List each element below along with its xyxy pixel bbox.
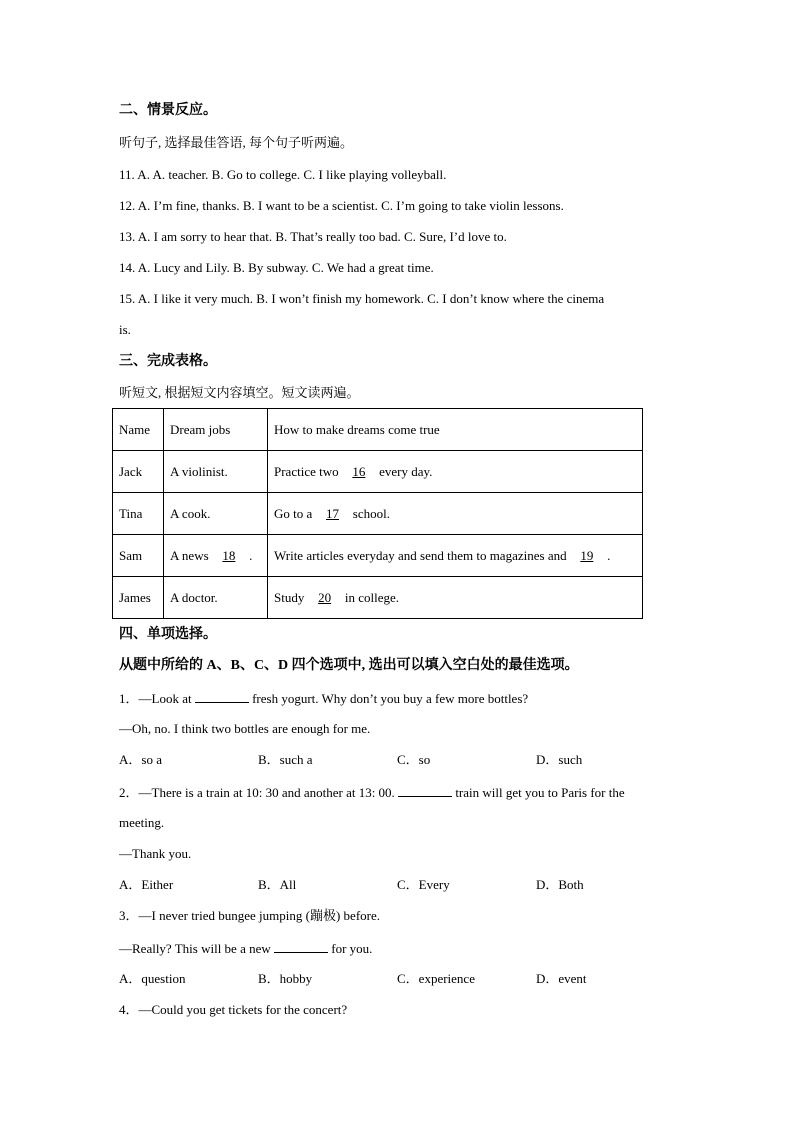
how-text-post: school. bbox=[352, 505, 390, 521]
mc-question-4: 4．—Could you get tickets for the concert? bbox=[119, 1002, 348, 1017]
option-d: D．Both bbox=[536, 877, 584, 892]
option-c: C．experience bbox=[397, 971, 475, 986]
cell-name: James bbox=[113, 577, 164, 619]
job-text: A doctor. bbox=[170, 589, 218, 605]
cell-name: Sam bbox=[113, 535, 164, 577]
cell-job bbox=[164, 577, 268, 619]
answer-blank bbox=[274, 940, 328, 953]
how-text: Practice two bbox=[274, 463, 339, 479]
how-text: Go to a bbox=[274, 505, 313, 521]
question-15: 15. A. I like it very much. B. I won’t finish my homework. C. I don’t know where the cinema bbox=[119, 291, 605, 306]
dream-jobs-table bbox=[112, 408, 643, 619]
option-b: B．hobby bbox=[258, 971, 313, 986]
cell-name: Tina bbox=[113, 493, 164, 535]
how-text-post: in college. bbox=[344, 589, 399, 605]
how-text: Study bbox=[274, 589, 305, 605]
option-c: C．Every bbox=[397, 877, 450, 892]
job-text: A cook. bbox=[170, 505, 211, 521]
option-d: D．such bbox=[536, 752, 583, 767]
option-c: C．so bbox=[397, 752, 431, 767]
header-dream-jobs: Dream jobs bbox=[164, 409, 268, 451]
header-how: How to make dreams come true bbox=[268, 409, 643, 451]
q2-text: 2．—There is a train at 10: 30 and another at 13: 00. bbox=[119, 785, 395, 800]
how-text-post: every day. bbox=[379, 463, 433, 479]
cell-how bbox=[268, 577, 643, 619]
answer-blank bbox=[398, 784, 452, 797]
table-row bbox=[113, 577, 643, 619]
section4-heading: 四、单项选择。 bbox=[119, 627, 217, 642]
table-row bbox=[113, 535, 643, 577]
table-header-row bbox=[113, 409, 643, 451]
how-text-post: . bbox=[607, 547, 611, 563]
q3-reply bbox=[119, 940, 372, 957]
job-text-post: . bbox=[249, 547, 253, 563]
cell-job bbox=[164, 535, 268, 577]
question-12: 12. A. I’m fine, thanks. B. I want to be a scientist. C. I’m going to take violin lessons. bbox=[119, 198, 564, 213]
q2-text-post: train will get you to Paris for the bbox=[455, 785, 625, 800]
job-text: A news bbox=[170, 547, 209, 563]
question-14: 14. A. Lucy and Lily. B. By subway. C. We had a great time. bbox=[119, 260, 434, 275]
cell-name: Jack bbox=[113, 451, 164, 493]
section2-heading: 二、情景反应。 bbox=[119, 103, 217, 118]
question-15-cont: is. bbox=[119, 322, 131, 337]
blank-20: 20 bbox=[318, 589, 332, 605]
cell-how bbox=[268, 535, 643, 577]
how-text: Write articles everyday and send them to magazines and bbox=[274, 547, 567, 563]
cell-job bbox=[164, 451, 268, 493]
section2-instruction: 听句子, 选择最佳答语, 每个句子听两遍。 bbox=[119, 135, 354, 150]
table-row bbox=[113, 493, 643, 535]
mc-question-3: 3．—I never tried bungee jumping (蹦极) before. bbox=[119, 908, 381, 923]
blank-18: 18 bbox=[222, 547, 236, 563]
cell-job bbox=[164, 493, 268, 535]
section3-heading: 三、完成表格。 bbox=[119, 354, 217, 369]
header-name: Name bbox=[113, 409, 164, 451]
blank-17: 17 bbox=[326, 505, 340, 521]
q1-text: 1．—Look at bbox=[119, 691, 192, 706]
option-b: B．All bbox=[258, 877, 297, 892]
blank-16: 16 bbox=[352, 463, 366, 479]
mc-question-1 bbox=[119, 690, 528, 707]
section4-instruction: 从题中所给的 A、B、C、D 四个选项中, 选出可以填入空白处的最佳选项。 bbox=[119, 658, 579, 673]
cell-how bbox=[268, 493, 643, 535]
question-13: 13. A. I am sorry to hear that. B. That’s really too bad. C. Sure, I’d love to. bbox=[119, 229, 507, 244]
q1-text-post: fresh yogurt. Why don’t you buy a few more bottles? bbox=[252, 691, 529, 706]
option-a: A．so a bbox=[119, 752, 162, 767]
option-a: A．question bbox=[119, 971, 186, 986]
table-row bbox=[113, 451, 643, 493]
option-b: B．such a bbox=[258, 752, 313, 767]
q2-text-cont: meeting. bbox=[119, 815, 165, 830]
mc-question-2 bbox=[119, 784, 625, 801]
q3-reply-text: —Really? This will be a new bbox=[119, 941, 271, 956]
q1-reply: —Oh, no. I think two bottles are enough for me. bbox=[119, 721, 371, 736]
option-a: A．Either bbox=[119, 877, 174, 892]
job-text: A violinist. bbox=[170, 463, 228, 479]
q3-reply-text-post: for you. bbox=[331, 941, 373, 956]
cell-how bbox=[268, 451, 643, 493]
q2-reply: —Thank you. bbox=[119, 846, 192, 861]
option-d: D．event bbox=[536, 971, 587, 986]
blank-19: 19 bbox=[580, 547, 594, 563]
answer-blank bbox=[195, 690, 249, 703]
question-11: 11. A. A. teacher. B. Go to college. C. I like playing volleyball. bbox=[119, 167, 447, 182]
section3-instruction: 听短文, 根据短文内容填空。短文读两遍。 bbox=[119, 385, 360, 400]
